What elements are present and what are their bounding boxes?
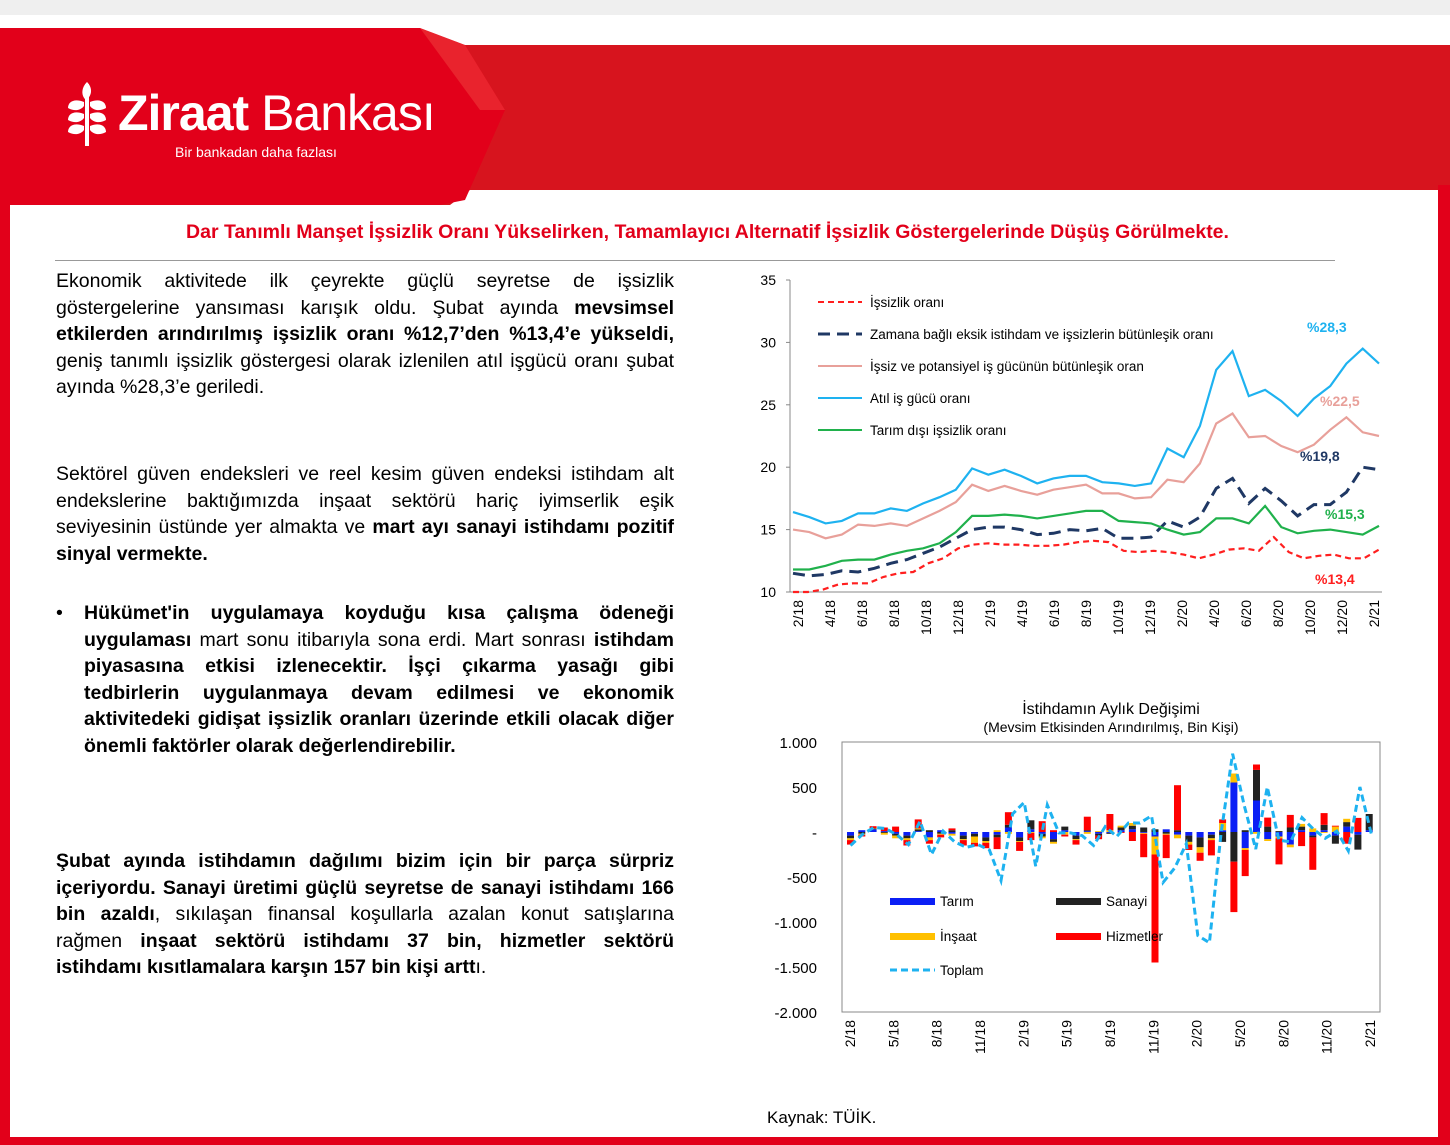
legend-label: Tarım dışı işsizlik oranı [870, 423, 1007, 438]
bar-segment [1163, 832, 1170, 834]
bar-segment [1276, 831, 1283, 832]
bar-segment [915, 831, 922, 832]
bar-segment [994, 837, 1001, 849]
bar-segment [1309, 837, 1316, 869]
x-tick-label: 6/20 [1238, 600, 1254, 628]
y-tick-label: 500 [791, 780, 817, 797]
bar-segment [1208, 832, 1215, 835]
x-tick-label: 5/19 [1058, 1020, 1075, 1048]
paragraph-3: Şubat ayında istihdamın dağılımı bizim için bir parça sürpriz içeriyordu. Sanayi üretimi güçlü seyretse de sanayi istihdamı 166 bin azaldı, sıkılaşan finansal koşullarla azalan konut satışlarına rağmen inşaat sektörü istihdamı 37 bin, hizmetler sektörü istihdamı kısıtlamalara karşın 157 bin kişi arttı. [56, 850, 674, 978]
bar-segment [858, 830, 865, 832]
bar-segment [1140, 828, 1147, 833]
frame-left [0, 205, 10, 1145]
bar-segment [1321, 813, 1328, 825]
x-tick-label: 5/20 [1232, 1020, 1248, 1048]
bar-segment [1208, 840, 1215, 855]
bar-segment [1174, 835, 1181, 839]
legend-label: Sanayi [1106, 894, 1148, 909]
frame-bottom [0, 1137, 1450, 1145]
bar-segment [1084, 817, 1091, 831]
legend-label: Toplam [940, 963, 984, 978]
x-tick-label: 6/19 [1046, 600, 1062, 628]
bar-segment [937, 835, 944, 838]
x-tick-label: 8/19 [1078, 600, 1094, 628]
headline: Dar Tanımlı Manşet İşsizlik Oranı Yükselirken, Tamamlayıcı Alternatif İşsizlik Göstergelerinde Düşüş Görülmekte. [186, 221, 1229, 243]
bar-segment [1321, 825, 1328, 830]
bar-segment [1197, 847, 1204, 852]
bar-segment [994, 835, 1001, 838]
x-tick-label: 2/21 [1362, 1020, 1378, 1048]
bar-segment [1129, 829, 1136, 832]
bar-segment [1309, 828, 1316, 832]
brand-slogan: Bir bankadan daha fazlası [175, 144, 337, 160]
chart-subtitle: (Mevsim Etkisinden Arındırılmış, Bin Kişi) [983, 719, 1239, 735]
bar-segment [881, 833, 888, 835]
x-tick-label: 11/19 [1145, 1020, 1162, 1054]
x-tick-label: 12/20 [1334, 600, 1350, 636]
chart-title: İstihdamın Aylık Değişimi [1022, 701, 1200, 718]
bar-segment [1253, 765, 1260, 770]
legend-label: İnşaat [940, 929, 977, 944]
bar-segment [1309, 836, 1316, 838]
y-tick-label: - [812, 825, 817, 842]
bar-segment [1321, 830, 1328, 832]
bar-segment [1174, 832, 1181, 835]
bar-segment [1073, 840, 1080, 845]
bar-segment [994, 832, 1001, 835]
bar-segment [1118, 828, 1125, 831]
bar-segment [1208, 835, 1215, 839]
bar-segment [1298, 832, 1305, 846]
series-end-label: %19,8 [1300, 448, 1340, 464]
bar-segment [949, 828, 956, 830]
bar-segment [1276, 838, 1283, 864]
x-tick-label: 2/18 [790, 600, 806, 628]
bar-segment [1061, 835, 1068, 837]
bar-segment [903, 836, 910, 839]
x-tick-label: 8/19 [1102, 1020, 1118, 1048]
headline-divider [55, 260, 1335, 261]
brand-name: Ziraat Bankası [118, 85, 435, 141]
bar-segment [949, 830, 956, 832]
source-note: Kaynak: TÜİK. [767, 1108, 877, 1127]
bar-segment [1140, 833, 1147, 834]
y-tick-label: 30 [760, 334, 776, 351]
bar-segment [1197, 832, 1204, 837]
x-tick-label: 2/18 [842, 1020, 858, 1048]
bar-segment [1343, 822, 1350, 827]
x-tick-label: 2/19 [982, 600, 998, 628]
bar-segment [1354, 818, 1361, 832]
bar-segment [1354, 835, 1361, 850]
bar-segment [1050, 842, 1057, 844]
bar-segment [1242, 850, 1249, 876]
bullet-marker: • [56, 602, 63, 624]
bar-segment [1287, 815, 1294, 828]
bar-segment [1230, 832, 1237, 862]
x-tick-label: 6/18 [854, 600, 870, 628]
x-tick-label: 4/20 [1206, 600, 1222, 628]
bar-segment [1242, 830, 1249, 832]
employment-change-bar-chart [720, 690, 1440, 1090]
bar-segment [881, 832, 888, 833]
bar-segment [1264, 839, 1271, 841]
bar-segment [1321, 832, 1328, 833]
x-tick-label: 8/18 [928, 1020, 945, 1048]
bar-segment [1197, 853, 1204, 861]
bar-segment [881, 831, 888, 832]
bar-segment [1354, 832, 1361, 835]
bar-segment [1264, 818, 1271, 827]
x-tick-label: 10/19 [1110, 600, 1126, 636]
x-tick-label: 8/20 [1270, 600, 1286, 628]
bar-segment [1061, 827, 1068, 831]
legend-label: Hizmetler [1106, 929, 1164, 944]
x-tick-label: 11/20 [1318, 1020, 1335, 1054]
legend-label: İşsizlik oranı [870, 295, 945, 310]
y-tick-label: 35 [760, 272, 776, 288]
bar-segment [1309, 832, 1316, 836]
bar-segment [1084, 832, 1091, 834]
series-end-label: %13,4 [1315, 571, 1355, 587]
bar-segment [1073, 839, 1080, 840]
bar-segment [1343, 827, 1350, 832]
x-tick-label: 8/18 [886, 600, 902, 628]
bar-segment [1298, 827, 1305, 831]
bar-segment [1050, 830, 1057, 832]
y-tick-label: -2.000 [774, 1005, 817, 1022]
legend-swatch [890, 933, 935, 940]
legend-swatch [890, 898, 935, 905]
x-tick-label: 2/19 [1015, 1020, 1032, 1048]
wheat-logo-icon [62, 78, 112, 148]
bar-segment [1073, 836, 1080, 840]
bar-segment [1084, 830, 1091, 831]
bar-segment [847, 836, 854, 839]
bar-segment [1174, 785, 1181, 830]
bar-segment [1264, 832, 1271, 839]
legend-label: Zamana bağlı eksik istihdam ve işsizlerin bütünleşik oranı [870, 327, 1214, 342]
bar-segment [1163, 835, 1170, 858]
bar-segment [1287, 845, 1294, 848]
bar-segment [960, 836, 967, 840]
y-tick-label: 25 [760, 396, 776, 413]
bar-segment [1016, 832, 1023, 837]
bar-segment [1016, 841, 1023, 842]
paragraph-1: Ekonomik aktivitede ilk çeyrekte güçlü seyretse de işsizlik göstergelerine yansıması karışık oldu. Şubat ayında mevsimsel etkilerden arındırılmış işsizlik oranı %12,7’den %13,4’e yükseldi, geniş tanımlı işsizlik göstergesi olarak izlenilen atıl işgücü oranı şubat ayında %28,3’e geriledi. [56, 270, 674, 398]
series-line [793, 506, 1379, 570]
bar-segment [1039, 832, 1046, 834]
bar-segment [1016, 837, 1023, 841]
legend-label: Tarım [940, 894, 974, 909]
bar-segment [960, 832, 967, 836]
bar-segment [971, 837, 978, 843]
y-tick-label: -1.000 [774, 915, 817, 932]
x-tick-label: 2/20 [1174, 600, 1190, 628]
bar-segment [1264, 827, 1271, 832]
bar-segment [1253, 770, 1260, 801]
bar-segment [1050, 832, 1057, 839]
x-tick-label: 12/18 [950, 600, 966, 636]
x-tick-label: 10/18 [918, 600, 934, 636]
bar-segment [1095, 832, 1102, 834]
x-tick-label: 2/21 [1366, 600, 1382, 628]
bar-segment [1140, 834, 1147, 857]
bar-segment [994, 830, 1001, 832]
bar-segment [847, 832, 854, 836]
bar-segment [971, 834, 978, 837]
bar-segment [1230, 862, 1237, 912]
bar-segment [1174, 830, 1181, 832]
y-tick-label: -500 [786, 870, 817, 887]
bar-segment [903, 838, 910, 840]
series-end-label: %15,3 [1325, 506, 1365, 522]
bar-segment [1298, 830, 1305, 832]
x-tick-label: 4/19 [1014, 600, 1030, 628]
x-tick-label: 4/18 [822, 600, 838, 628]
bar-segment [949, 832, 956, 834]
bar-segment [1230, 783, 1237, 833]
bar-segment [926, 832, 933, 837]
y-tick-label: -1.500 [774, 960, 817, 977]
bar-segment [1208, 838, 1215, 840]
bar-segment [915, 829, 922, 831]
legend-swatch [1056, 933, 1101, 940]
x-tick-label: 10/20 [1302, 600, 1318, 636]
total-line [851, 754, 1372, 943]
bar-segment [847, 838, 854, 840]
bar-segment [1343, 819, 1350, 822]
bar-segment [949, 834, 956, 836]
y-tick-label: 15 [760, 521, 776, 538]
bar-segment [1152, 855, 1159, 963]
bar-segment [1163, 829, 1170, 832]
paragraph-2: Sektörel güven endeksleri ve reel kesim güven endeksi istihdam alt endekslerine baktığımızda inşaat sektörü hariç iyimserlik eşik seviyesinin üstünde yer almakta ve mart ayı sanayi istihdamı pozitif sinyal vermekte. [56, 463, 674, 565]
y-tick-label: 10 [760, 584, 776, 600]
bar-segment [1163, 834, 1170, 835]
bar-segment [1332, 826, 1339, 827]
x-tick-label: 11/18 [972, 1020, 988, 1054]
bar-segment [1106, 814, 1113, 830]
bar-segment [1185, 832, 1192, 836]
y-tick-label: 20 [760, 459, 776, 476]
bar-segment [1129, 826, 1136, 830]
x-tick-label: 8/20 [1275, 1020, 1292, 1048]
bar-segment [1332, 836, 1339, 844]
bar-segment [926, 830, 933, 832]
y-tick-label: 1.000 [779, 735, 817, 752]
bar-segment [1242, 848, 1249, 850]
bar-segment [982, 837, 989, 841]
legend-label: İşsiz ve potansiyel iş gücünün bütünleşik oran [870, 359, 1144, 374]
legend-label: Atıl iş gücü oranı [870, 391, 971, 406]
bar-segment [1050, 839, 1057, 842]
bar-segment [1084, 831, 1091, 832]
bar-segment [971, 832, 978, 834]
x-tick-label: 5/18 [885, 1020, 902, 1048]
bar-segment [1287, 828, 1294, 833]
bar-segment [982, 841, 989, 843]
bar-segment [1016, 842, 1023, 851]
series-line [793, 467, 1379, 576]
x-tick-label: 12/19 [1142, 600, 1158, 636]
legend-swatch [1056, 898, 1101, 905]
bar-segment [1129, 832, 1136, 841]
bar-segment [903, 832, 910, 836]
bar-segment [1197, 837, 1204, 847]
series-line [793, 537, 1379, 592]
unemployment-line-chart [720, 262, 1440, 682]
series-end-label: %28,3 [1307, 319, 1347, 335]
bar-segment [960, 839, 967, 840]
bar-segment [915, 828, 922, 829]
bullet-item: • Hükümet'in uygulamaya koyduğu kısa çalışma ödeneği uygulaması mart sonu itibarıyla sona erdi. Mart sonrası istihdam piyasasına etkisi izlenecektir. İşçi çıkarma yasağı gibi tedbirlerin uygulanmaya devam edilmesi ve ekonomik aktivitedeki gidişat işsizlik oranları üzerinde etkili olacak diğer önemli faktörler olarak değerlendirebilir. [56, 602, 674, 757]
series-end-label: %22,5 [1320, 393, 1360, 409]
plot-frame [842, 742, 1380, 1012]
bar-segment [1242, 832, 1249, 848]
x-tick-label: 2/20 [1188, 1020, 1205, 1048]
bar-segment [982, 832, 989, 837]
bar-segment [1140, 832, 1147, 833]
